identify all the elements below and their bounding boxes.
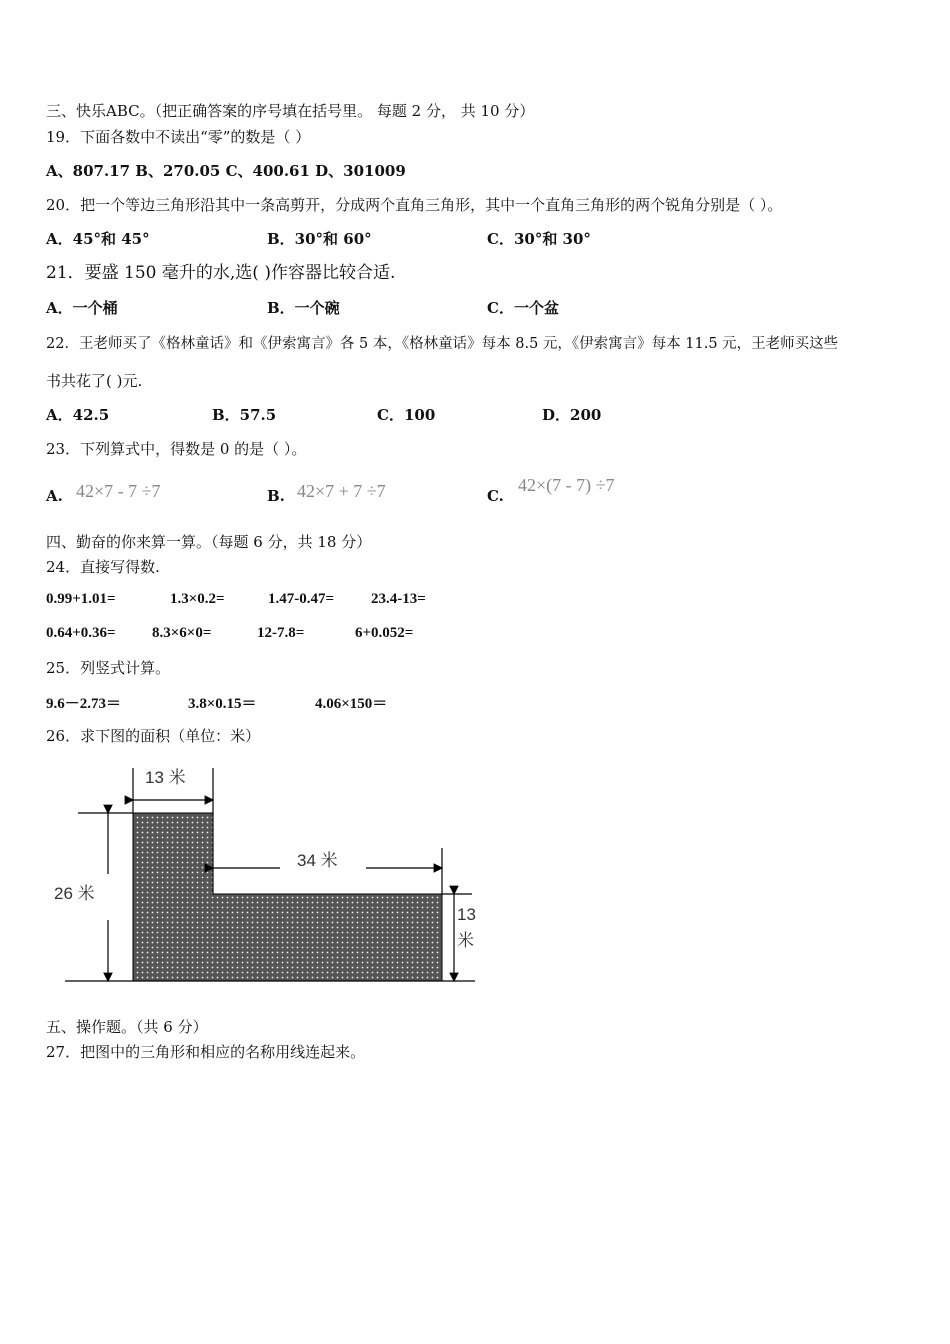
q22-stem-line2: 书共花了( )元. [46,372,143,390]
q20-stem: 20．把一个等边三角形沿其中一条高剪开，分成两个直角三角形，其中一个直角三角形的两个锐角分别是（ ）。 [46,196,783,214]
section-3-title: 三、快乐ABC。（把正确答案的序号填在括号里。 每题 2 分， 共 10 分） [46,102,535,120]
q24-item: 0.64+0.36= [46,625,116,641]
q25-item: 4.06×150＝ [315,696,388,712]
q19-options: A、807.17 B、270.05 C、400.61 D、301009 [46,162,406,180]
q22-stem-line1: 22．王老师买了《格林童话》和《伊索寓言》各 5 本，《格林童话》每本 8.5 元，《伊索寓言》每本 11.5 元，王老师买这些 [46,336,839,352]
q21-option-c: C．一个盆 [487,299,559,317]
q24-item: 6+0.052= [355,625,414,641]
q23-label-a: A. [46,487,63,505]
q22-option-d: D．200 [542,406,602,424]
q23-expr-a: 42×7 - 7 ÷7 [76,481,161,501]
q24-stem: 24．直接写得数. [46,558,160,576]
q22-option-a: A．42.5 [46,406,110,424]
l-shape [133,813,442,981]
q24-item: 12-7.8= [257,625,305,641]
q23-expr-c: 42×(7 - 7) ÷7 [518,475,615,495]
q21-stem: 21．要盛 150 毫升的水,选( )作容器比较合适. [46,263,396,283]
q22-option-c: C．100 [377,406,436,424]
label-middle-width: 34 米 [297,851,338,870]
q24-item: 23.4-13= [371,591,426,607]
q26-stem: 26．求下图的面积（单位：米） [46,727,261,745]
q25-stem: 25．列竖式计算。 [46,659,171,677]
q20-option-b: B．30°和 60° [267,230,372,248]
q23-expr-b: 42×7 + 7 ÷7 [297,481,386,501]
q19-stem: 19．下面各数中不读出“零”的数是（ ） [46,128,311,146]
q25-item: 9.6－2.73＝ [46,696,122,712]
q25-item: 3.8×0.15＝ [188,696,257,712]
q21-option-a: A．一个桶 [46,299,118,317]
label-right-height-num: 13 [457,905,476,924]
label-right-height-unit: 米 [457,931,474,950]
q24-item: 0.99+1.01= [46,591,116,607]
q23-label-b: B. [267,487,285,505]
q22-option-b: B．57.5 [212,406,277,424]
q20-option-a: A．45°和 45° [46,230,150,248]
q24-item: 1.3×0.2= [170,591,225,607]
q21-option-b: B．一个碗 [267,299,340,317]
q24-item: 8.3×6×0= [152,625,212,641]
section-4-title: 四、勤奋的你来算一算。（每题 6 分，共 18 分） [46,533,372,551]
q23-label-c: C. [487,487,504,505]
q24-item: 1.47-0.47= [268,591,335,607]
section-5-title: 五、操作题。（共 6 分） [46,1018,208,1036]
label-left-height: 26 米 [54,884,95,903]
q20-option-c: C．30°和 30° [487,230,591,248]
label-top-width: 13 米 [145,768,186,787]
q23-stem: 23．下列算式中，得数是 0 的是（ ）。 [46,440,307,458]
q27-stem: 27．把图中的三角形和相应的名称用线连起来。 [46,1043,366,1061]
